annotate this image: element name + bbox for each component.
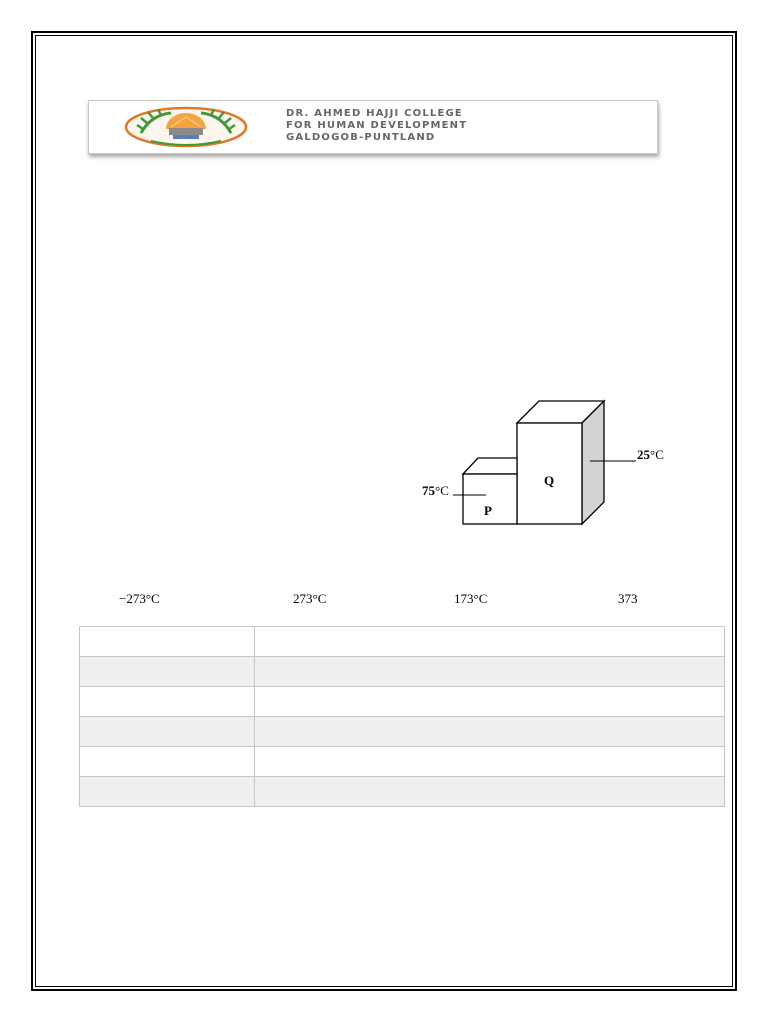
table-cell — [80, 627, 255, 657]
answer-table — [79, 626, 725, 807]
table-row — [80, 657, 725, 687]
college-name — [286, 108, 646, 144]
table-cell — [80, 747, 255, 777]
table-row — [80, 717, 725, 747]
answer-options — [0, 591, 768, 609]
table-cell — [255, 777, 725, 807]
temp-q-value: 25 — [637, 447, 650, 462]
table-row — [80, 687, 725, 717]
option-c: 173°C — [454, 591, 488, 606]
block-p-label: P — [484, 503, 492, 518]
option-d: 373 — [618, 591, 638, 606]
table-cell — [255, 627, 725, 657]
table-cell — [255, 717, 725, 747]
temp-p-value: 75 — [422, 483, 435, 498]
table-cell — [80, 687, 255, 717]
table-cell — [255, 687, 725, 717]
temp-q-unit: °C — [650, 447, 664, 462]
table-row — [80, 747, 725, 777]
block-p-top — [463, 458, 517, 474]
option-b: 273°C — [293, 591, 327, 606]
table-cell — [255, 747, 725, 777]
block-q-side — [582, 401, 604, 524]
table-cell — [80, 657, 255, 687]
college-name-line-3: GALDOGOB-PUNTLAND — [286, 132, 436, 143]
college-logo-icon — [111, 105, 261, 149]
table-row — [80, 627, 725, 657]
college-name-line-2: FOR HUMAN DEVELOPMENT — [286, 120, 468, 131]
blocks-diagram — [415, 395, 685, 535]
table-cell — [80, 717, 255, 747]
college-header-banner — [88, 100, 658, 154]
table-cell — [80, 777, 255, 807]
table-cell — [255, 657, 725, 687]
college-name-line-1: DR. AHMED HAJJI COLLEGE — [286, 108, 463, 119]
temp-p-label — [422, 483, 449, 498]
temp-p-unit: °C — [435, 483, 449, 498]
temp-q-label — [637, 447, 664, 462]
block-q-label: Q — [544, 473, 555, 488]
option-a: −273°C — [119, 591, 160, 606]
table-row — [80, 777, 725, 807]
